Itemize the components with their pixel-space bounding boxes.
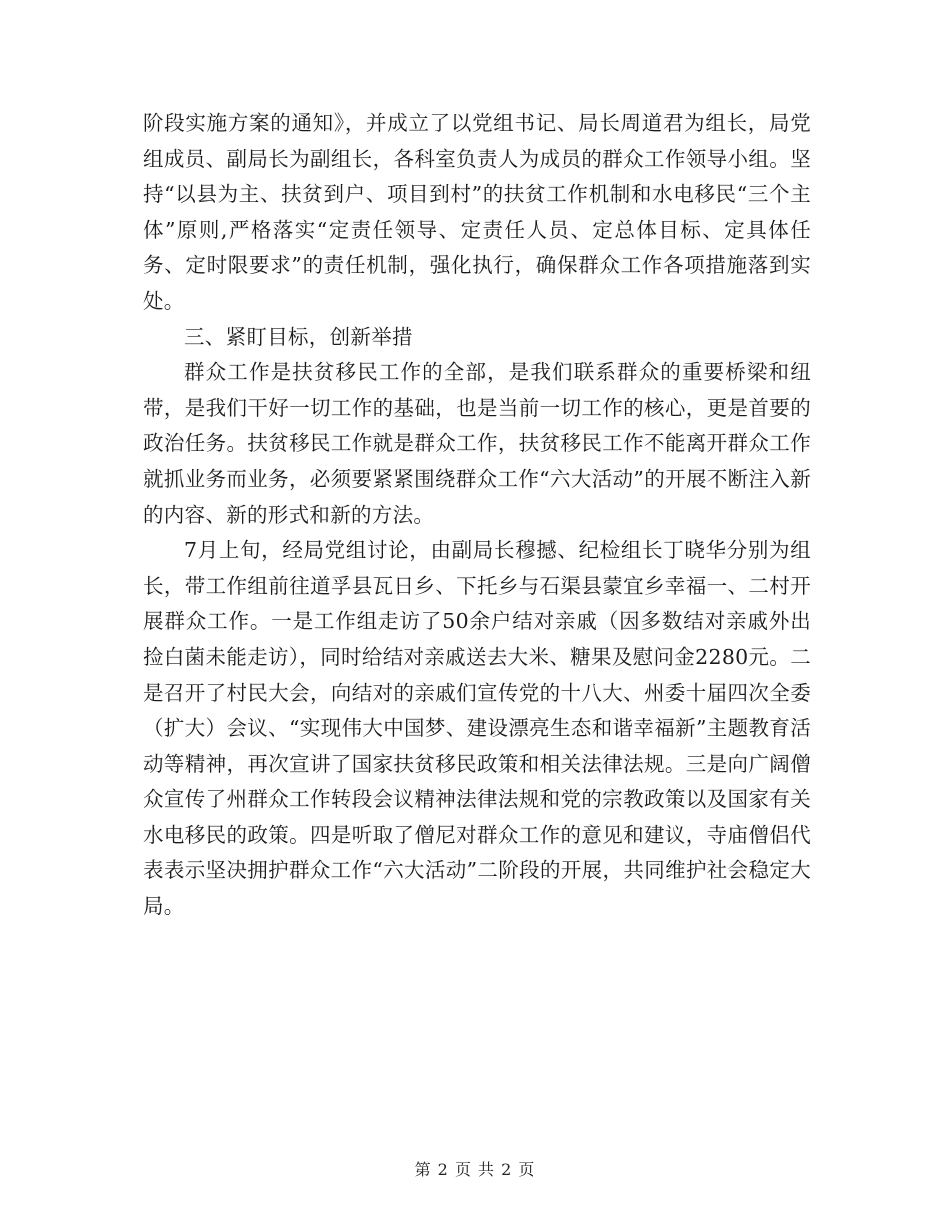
document-body bbox=[143, 106, 811, 925]
paragraph-3: 7月上旬，经局党组讨论，由副局长穆撼、纪检组长丁晓华分别为组长，带工作组前往道孚县瓦日乡、下托乡与石渠县蒙宜乡幸福一、二村开展群众工作。一是工作组走访了50余户结对亲戚（因多数结对亲戚外出捡白菌未能走访），同时给结对亲戚送去大米、糖果及慰问金2280元。二是召开了村民大会，向结对的亲戚们宣传党的十八大、州委十届四次全委（扩大）会议、“实现伟大中国梦、建设漂亮生态和谐幸福新”主题教育活动等精神，再次宣讲了国家扶贫移民政策和相关法律法规。三是向广阔僧众宣传了州群众工作转段会议精神法律法规和党的宗教政策以及国家有关水电移民的政策。四是听取了僧尼对群众工作的意见和建议，寺庙僧侣代表表示坚决拥护群众工作“六大活动”二阶段的开展，共同维护社会稳定大局。 bbox=[143, 538, 811, 919]
section-heading: 三、紧盯目标，创新举措 bbox=[184, 324, 413, 349]
paragraph-2: 群众工作是扶贫移民工作的全部，是我们联系群众的重要桥梁和纽带，是我们干好一切工作的基础，也是当前一切工作的核心，更是首要的政治任务。扶贫移民工作就是群众工作，扶贫移民工作不能离开群众工作就抓业务而业务，必须要紧紧围绕群众工作“六大活动”的开展不断注入新的内容、新的形式和新的方法。 bbox=[143, 360, 811, 527]
paragraph-1: 阶段实施方案的通知》，并成立了以党组书记、局长周道君为组长，局党组成员、副局长为副组长，各科室负责人为成员的群众工作领导小组。坚持“以县为主、扶贫到户、项目到村”的扶贫工作机制和水电移民“三个主体”原则,严格落实“定责任领导、定责任人员、定总体目标、定具体任务、定时限要求”的责任机制，强化执行，确保群众工作各项措施落到实处。 bbox=[143, 111, 811, 313]
page-number-footer: 第 2 页 共 2 页 bbox=[414, 1160, 536, 1179]
